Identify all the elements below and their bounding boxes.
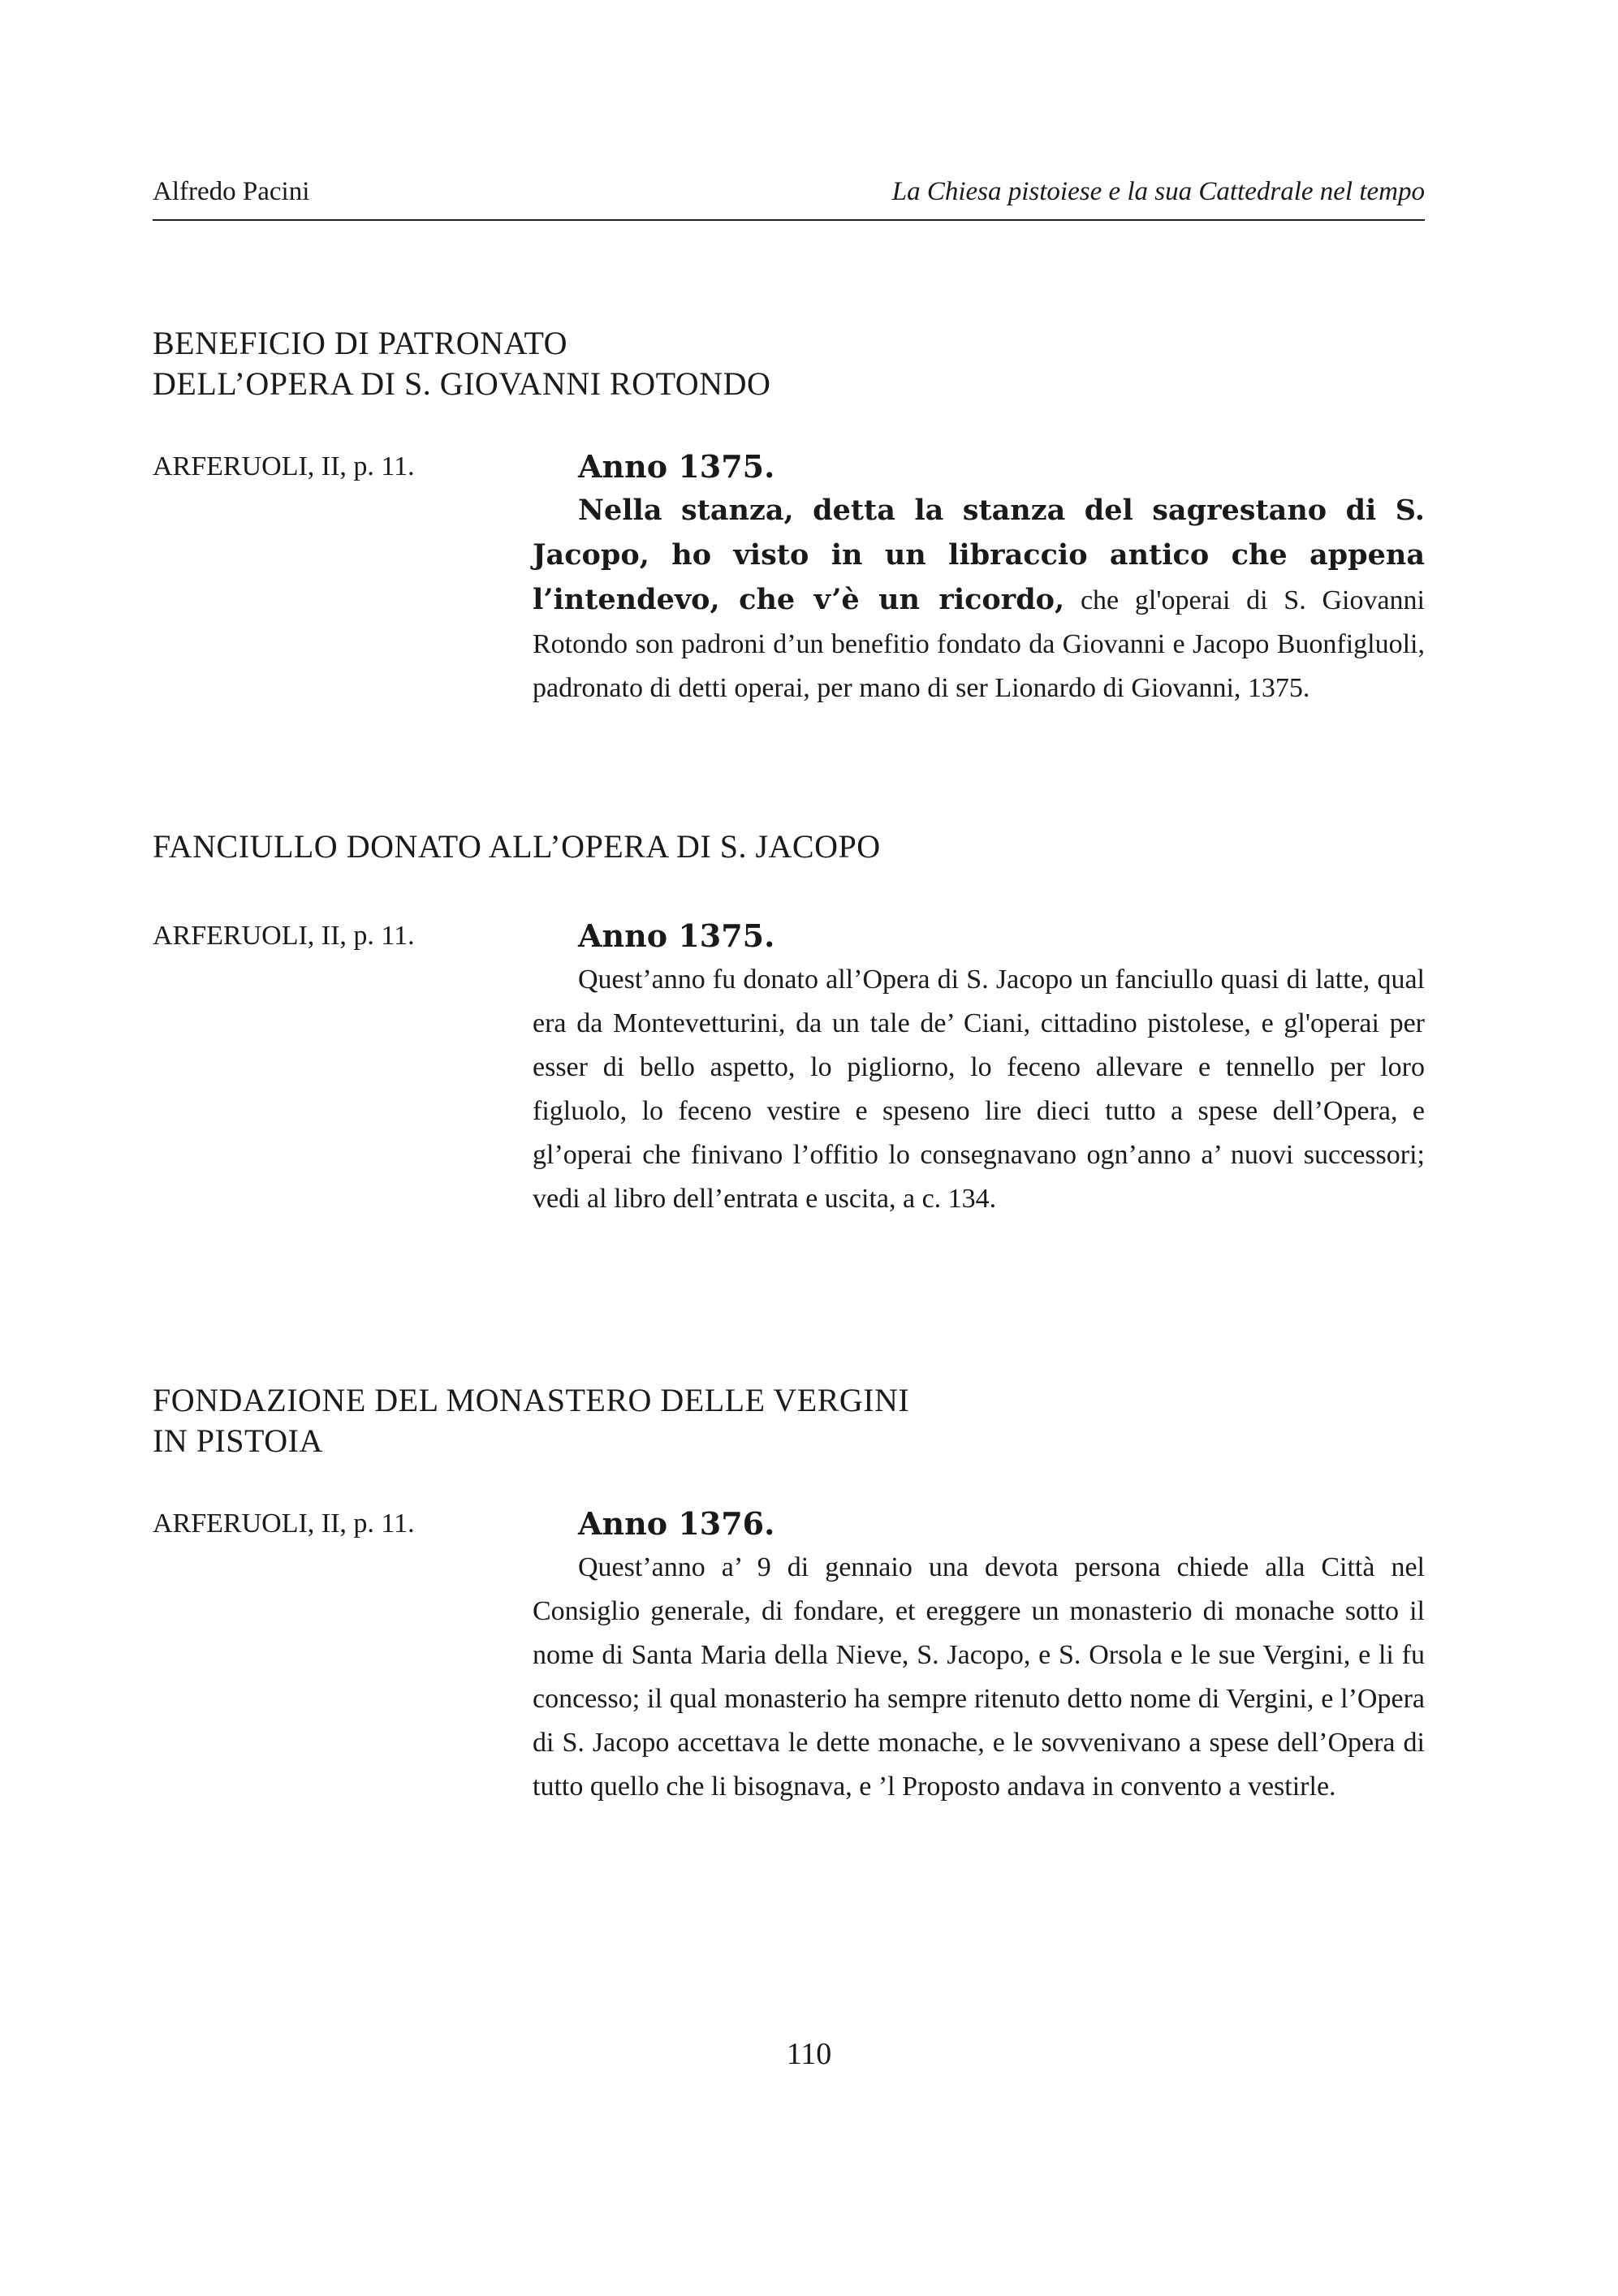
heading-line: FONDAZIONE DEL MONASTERO DELLE VERGINI — [153, 1382, 910, 1418]
entry-text-rest: che gl'operai di S. Giovanni Rotondo son padroni d’un benefitio fondato da Giovanni e Jacopo Buonfigluoli, padronato di detti operai, per mano di ser Lionardo di Giovanni, 1375. — [533, 585, 1425, 703]
section-monastero — [153, 1380, 1425, 1802]
entry-body — [533, 445, 1425, 710]
entry-body — [533, 1502, 1425, 1809]
entry-text-bold: Nella stanza, detta la stanza del sagrestano di S. Jacopo, ho visto in un libraccio antico che appena l’intendevo, che v’è un ricordo, — [533, 494, 1425, 616]
running-head-title: La Chiesa pistoiese e la sua Cattedrale nel tempo — [891, 177, 1425, 206]
entry-year: Anno 1375. — [578, 917, 775, 954]
section-heading — [153, 1380, 1425, 1461]
entry-body — [533, 914, 1425, 1221]
entry-text: Quest’anno a’ 9 di gennaio una devota persona chiede alla Città nel Consiglio generale, di fondare, et ereggere un monasterio di monache sotto il nome di Santa Maria della Nieve, S. Jacopo, e S. Orsola e le sue Vergini, e li fu concesso; il qual monasterio ha sempre ritenuto detto nome di Vergini, e l’Opera di S. Jacopo accettava le dette monache, e le sovvenivano a spese dell’Opera di tutto quello che li bisognava, e ’l Proposto andava in convento a vestirle. — [533, 1552, 1425, 1802]
page-number: 110 — [786, 2037, 832, 2071]
section-heading — [153, 323, 1425, 404]
heading-line: FANCIULLO DONATO ALL’OPERA DI S. JACOPO — [153, 828, 881, 865]
section-heading — [153, 826, 1425, 867]
section-fanciullo — [153, 826, 1425, 1214]
entry-year: Anno 1375. — [578, 448, 775, 485]
entry-text — [533, 489, 1425, 710]
source-reference: ARFERUOLI, II, p. 11. — [153, 921, 415, 951]
entry-text: Quest’anno fu donato all’Opera di S. Jacopo un fanciullo quasi di latte, qual era da Montevetturini, da un tale de’ Ciani, cittadino pistolese, e gl'operai per esser di bello aspetto, lo pigliorno, lo feceno allevare e tennello per loro figluolo, lo feceno vestire e speseno lire dieci tutto a spese dell’Opera, e gl’operai che finivano l’offitio lo consegnavano ogn’anno a’ nuovi successori; vedi al libro dell’entrata e uscita, a c. 134. — [533, 965, 1425, 1214]
section-beneficio — [153, 323, 1425, 703]
heading-line: IN PISTOIA — [153, 1422, 323, 1459]
heading-line: BENEFICIO DI PATRONATO — [153, 325, 568, 361]
running-head-author: Alfredo Pacini — [153, 177, 310, 206]
source-reference: ARFERUOLI, II, p. 11. — [153, 451, 415, 481]
heading-line: DELL’OPERA DI S. GIOVANNI ROTONDO — [153, 365, 771, 402]
entry-year: Anno 1376. — [578, 1505, 775, 1542]
running-head — [153, 177, 1425, 221]
source-reference: ARFERUOLI, II, p. 11. — [153, 1508, 415, 1539]
